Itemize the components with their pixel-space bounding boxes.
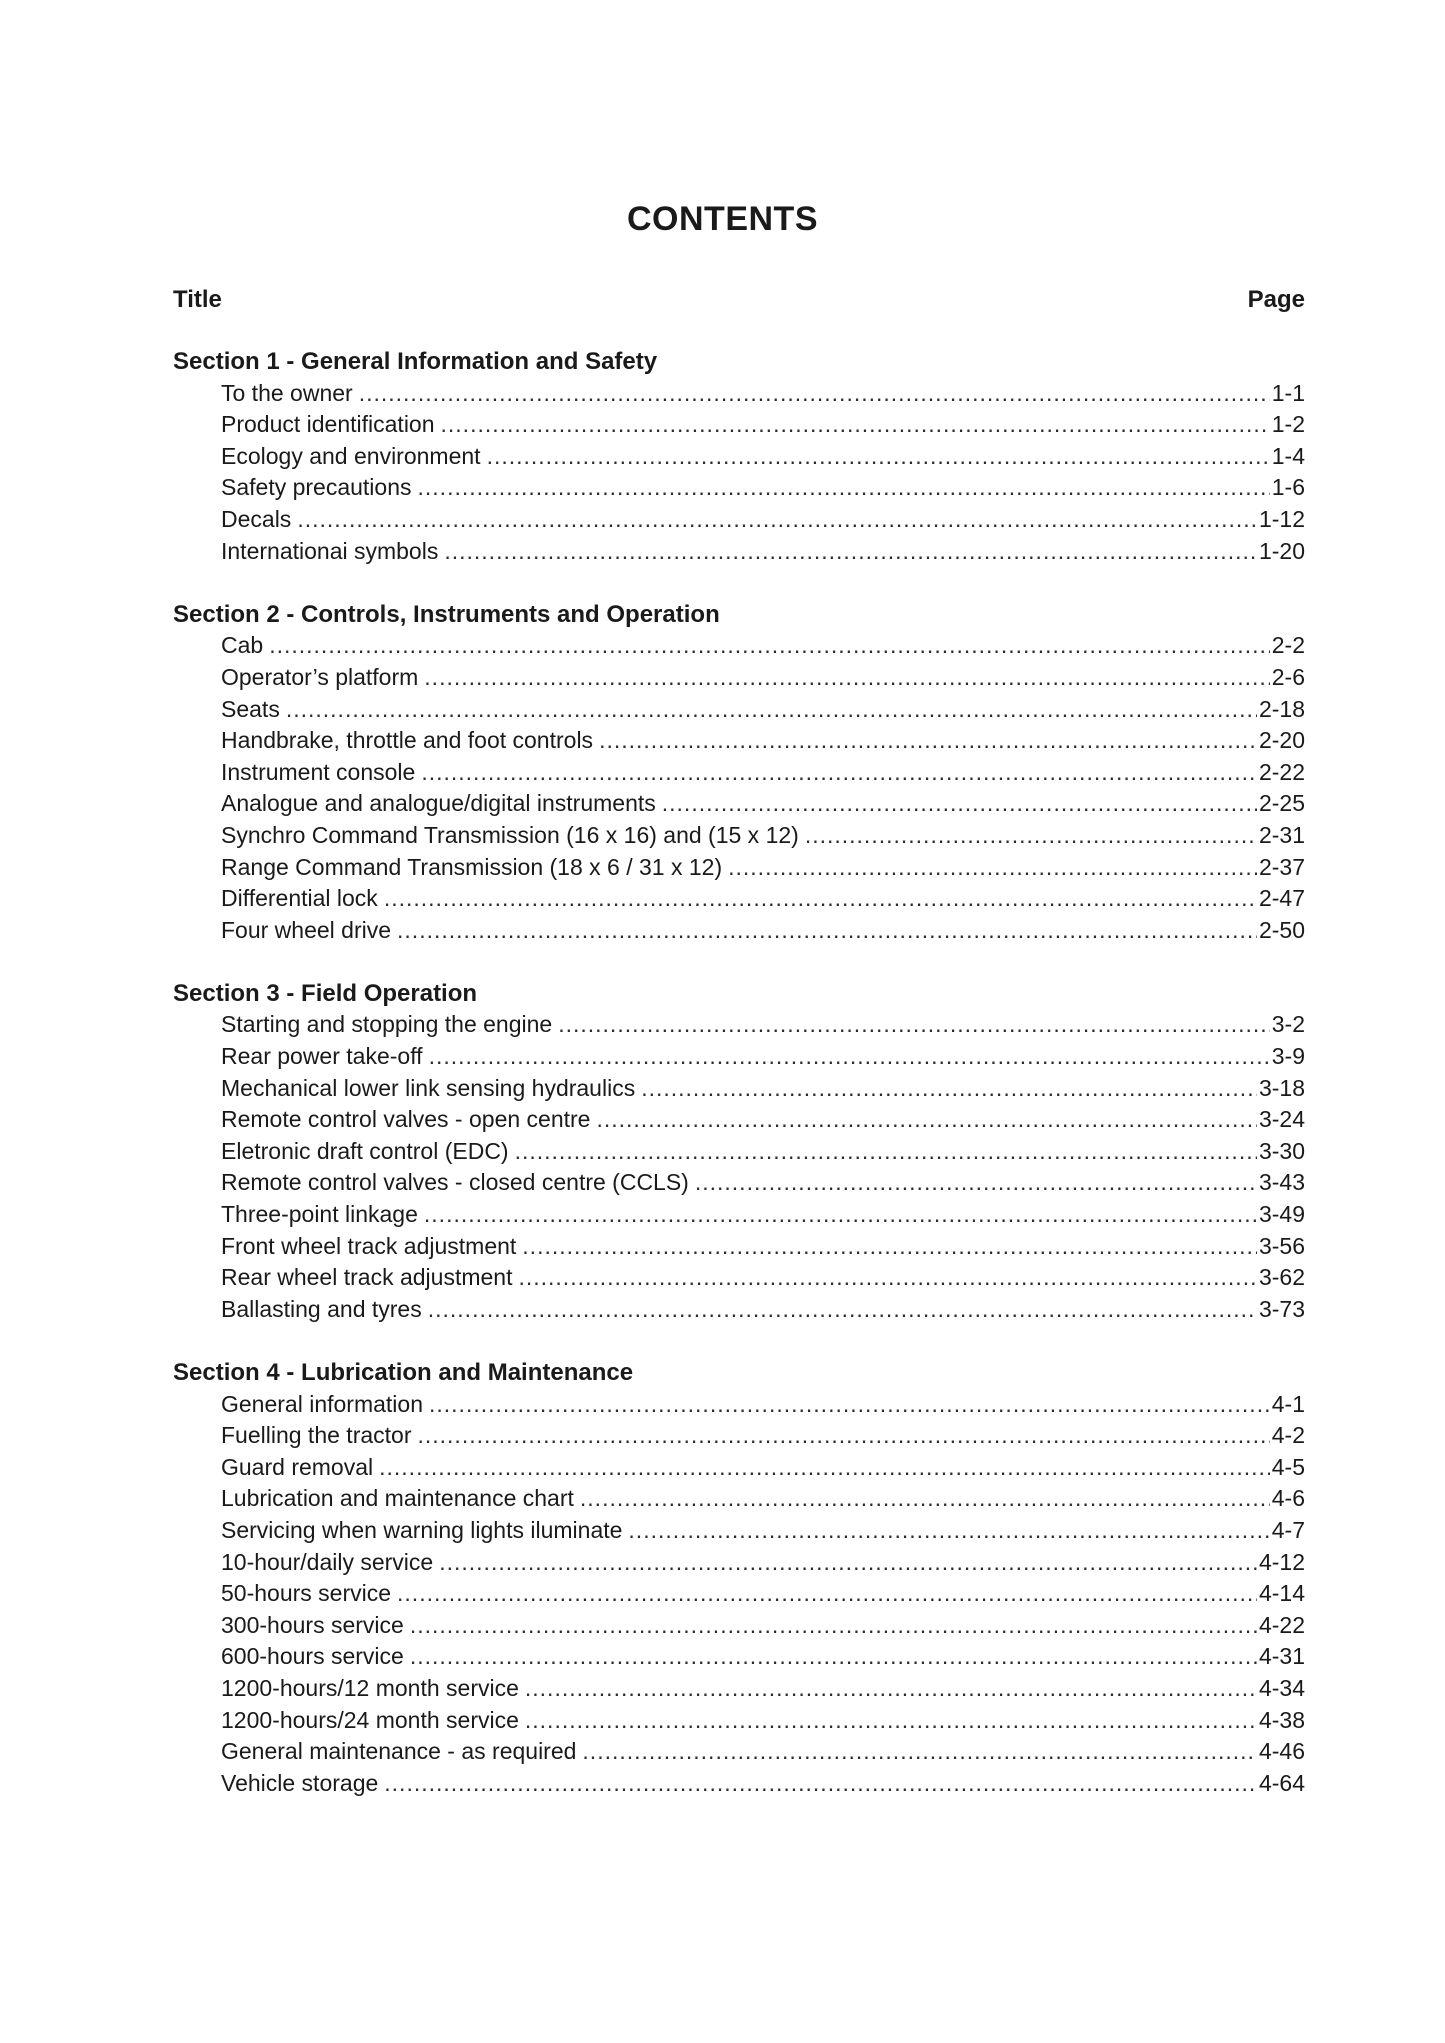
toc-entry xyxy=(173,1673,1305,1705)
toc-entry xyxy=(173,630,1305,662)
toc-entry xyxy=(173,1294,1305,1326)
toc-entry-page: 1-2 xyxy=(1271,411,1305,438)
dot-leader xyxy=(269,630,1270,662)
toc-entry-page: 3-30 xyxy=(1258,1137,1305,1164)
toc-entry-label: Remote control valves - closed centre (CCLS) xyxy=(221,1169,689,1196)
dot-leader xyxy=(805,820,1257,852)
toc-entry-page: 4-34 xyxy=(1258,1674,1305,1701)
toc-entry xyxy=(173,1641,1305,1673)
toc-entry-page: 2-47 xyxy=(1258,885,1305,912)
dot-leader xyxy=(439,1547,1257,1579)
toc-entry xyxy=(173,1073,1305,1105)
dot-leader xyxy=(417,1420,1269,1452)
toc-entry-label: 10-hour/daily service xyxy=(221,1548,434,1575)
toc-entry xyxy=(173,1736,1305,1768)
dot-leader xyxy=(384,1768,1257,1800)
dot-leader xyxy=(418,472,1270,504)
column-headers xyxy=(173,286,1305,320)
toc-entry-label: Seats xyxy=(221,695,280,722)
toc-entry-page: 4-2 xyxy=(1271,1422,1305,1449)
toc-section xyxy=(173,1357,1305,1799)
toc-entry xyxy=(173,788,1305,820)
toc-entry-page: 4-5 xyxy=(1271,1453,1305,1480)
toc-entry-page: 2-25 xyxy=(1258,790,1305,817)
section-heading: Section 3 - Field Operation xyxy=(173,979,478,1007)
table-of-contents xyxy=(173,346,1305,1831)
toc-entry xyxy=(173,1262,1305,1294)
toc-entry xyxy=(173,1199,1305,1231)
toc-entry-label: Product identification xyxy=(221,411,435,438)
dot-leader xyxy=(596,1104,1256,1136)
toc-entry-page: 1-6 xyxy=(1271,474,1305,501)
toc-entry xyxy=(173,1578,1305,1610)
toc-entry-page: 2-6 xyxy=(1271,663,1305,690)
toc-entry-page: 4-22 xyxy=(1258,1611,1305,1638)
toc-section xyxy=(173,978,1305,1326)
toc-entry-label: Servicing when warning lights iluminate xyxy=(221,1516,623,1543)
dot-leader xyxy=(525,1673,1257,1705)
toc-entry xyxy=(173,1389,1305,1421)
toc-entry-label: General information xyxy=(221,1390,423,1417)
dot-leader xyxy=(410,1610,1257,1642)
toc-entry xyxy=(173,820,1305,852)
toc-entry xyxy=(173,694,1305,726)
dot-leader xyxy=(518,1262,1256,1294)
toc-entry xyxy=(173,1705,1305,1737)
toc-entry-label: Instrument console xyxy=(221,758,416,785)
toc-entry-page: 4-1 xyxy=(1271,1390,1305,1417)
toc-entry xyxy=(173,662,1305,694)
toc-entry-page: 4-14 xyxy=(1258,1580,1305,1607)
dot-leader xyxy=(379,1452,1270,1484)
dot-leader xyxy=(558,1009,1270,1041)
toc-entry-label: Three-point linkage xyxy=(221,1201,418,1228)
dot-leader xyxy=(628,1515,1269,1547)
toc-entry xyxy=(173,883,1305,915)
dot-leader xyxy=(424,662,1269,694)
dot-leader xyxy=(421,757,1257,789)
toc-entry-page: 4-7 xyxy=(1271,1516,1305,1543)
toc-entry-label: 50-hours service xyxy=(221,1580,392,1607)
toc-entry-page: 4-46 xyxy=(1258,1738,1305,1765)
toc-entry-page: 1-12 xyxy=(1258,505,1305,532)
toc-entry-page: 4-6 xyxy=(1271,1485,1305,1512)
toc-entry-label: Cab xyxy=(221,632,264,659)
dot-leader xyxy=(297,504,1257,536)
dot-leader xyxy=(429,1389,1270,1421)
page-title: CONTENTS xyxy=(627,200,818,238)
toc-entry-label: Differential lock xyxy=(221,885,378,912)
toc-entry-page: 2-31 xyxy=(1258,821,1305,848)
dot-leader xyxy=(515,1136,1257,1168)
toc-section xyxy=(173,599,1305,947)
dot-leader xyxy=(444,536,1257,568)
toc-entry-label: Starting and stopping the engine xyxy=(221,1011,553,1038)
toc-entry-page: 2-50 xyxy=(1258,916,1305,943)
toc-entry xyxy=(173,1768,1305,1800)
dot-leader xyxy=(359,378,1270,410)
toc-entry-label: 1200-hours/12 month service xyxy=(221,1674,519,1701)
dot-leader xyxy=(599,725,1257,757)
toc-entry-label: To the owner xyxy=(221,379,353,406)
toc-entry xyxy=(173,1009,1305,1041)
toc-entry xyxy=(173,378,1305,410)
toc-entry xyxy=(173,1136,1305,1168)
toc-entry-label: Eletronic draft control (EDC) xyxy=(221,1137,509,1164)
dot-leader xyxy=(410,1641,1257,1673)
dot-leader xyxy=(695,1167,1257,1199)
toc-entry-label: Rear power take-off xyxy=(221,1043,423,1070)
toc-entry-label: Operator’s platform xyxy=(221,663,419,690)
toc-entry xyxy=(173,1547,1305,1579)
toc-entry-page: 3-18 xyxy=(1258,1074,1305,1101)
dot-leader xyxy=(662,788,1257,820)
dot-leader xyxy=(424,1199,1257,1231)
toc-entry-label: Rear wheel track adjustment xyxy=(221,1264,513,1291)
toc-entry-label: Range Command Transmission (18 x 6 / 31 x 12) xyxy=(221,853,723,880)
dot-leader xyxy=(384,883,1257,915)
toc-entry-page: 3-24 xyxy=(1258,1106,1305,1133)
toc-entry-label: Fuelling the tractor xyxy=(221,1422,412,1449)
column-header-page: Page xyxy=(1247,286,1305,313)
toc-entry xyxy=(173,1515,1305,1547)
toc-entry-page: 3-43 xyxy=(1258,1169,1305,1196)
toc-entry xyxy=(173,852,1305,884)
toc-entry xyxy=(173,1420,1305,1452)
toc-entry-label: Analogue and analogue/digital instruments xyxy=(221,790,656,817)
toc-entry-page: 3-62 xyxy=(1258,1264,1305,1291)
toc-entry-label: Synchro Command Transmission (16 x 16) and (15 x 12) xyxy=(221,821,799,848)
toc-entry-page: 4-31 xyxy=(1258,1643,1305,1670)
toc-entry xyxy=(173,441,1305,473)
column-header-title: Title xyxy=(173,286,222,313)
toc-entry-label: Handbrake, throttle and foot controls xyxy=(221,727,594,754)
dot-leader xyxy=(397,1578,1257,1610)
toc-entry xyxy=(173,1167,1305,1199)
dot-leader xyxy=(429,1041,1270,1073)
dot-leader xyxy=(286,694,1257,726)
toc-entry-page: 4-12 xyxy=(1258,1548,1305,1575)
toc-entry-label: Guard removal xyxy=(221,1453,374,1480)
toc-entry xyxy=(173,1104,1305,1136)
toc-entry-label: Mechanical lower link sensing hydraulics xyxy=(221,1074,636,1101)
toc-entry xyxy=(173,1231,1305,1263)
toc-entry-label: Front wheel track adjustment xyxy=(221,1232,517,1259)
toc-entry xyxy=(173,409,1305,441)
toc-entry xyxy=(173,1483,1305,1515)
dot-leader xyxy=(580,1483,1270,1515)
section-heading: Section 2 - Controls, Instruments and Operation xyxy=(173,600,720,628)
dot-leader xyxy=(522,1231,1257,1263)
toc-entry-label: 600-hours service xyxy=(221,1643,404,1670)
toc-entry-page: 2-37 xyxy=(1258,853,1305,880)
toc-entry-page: 4-64 xyxy=(1258,1769,1305,1796)
toc-entry xyxy=(173,472,1305,504)
toc-entry-page: 4-38 xyxy=(1258,1706,1305,1733)
toc-entry xyxy=(173,725,1305,757)
section-heading: Section 4 - Lubrication and Maintenance xyxy=(173,1359,634,1386)
toc-entry-page: 3-2 xyxy=(1271,1011,1305,1038)
toc-entry-label: General maintenance - as required xyxy=(221,1738,577,1765)
toc-entry xyxy=(173,1610,1305,1642)
toc-entry-page: 2-22 xyxy=(1258,758,1305,785)
dot-leader xyxy=(397,915,1257,947)
section-heading: Section 1 - General Information and Safety xyxy=(173,348,658,375)
toc-entry-page: 2-18 xyxy=(1258,695,1305,722)
dot-leader xyxy=(582,1736,1257,1768)
toc-entry-page: 1-4 xyxy=(1271,442,1305,469)
toc-entry-page: 1-1 xyxy=(1271,379,1305,406)
toc-entry-label: Lubrication and maintenance chart xyxy=(221,1485,574,1512)
toc-entry-label: Ecology and environment xyxy=(221,442,481,469)
toc-entry-label: Decals xyxy=(221,505,292,532)
toc-entry-label: Safety precautions xyxy=(221,474,412,501)
toc-entry-label: Four wheel drive xyxy=(221,916,392,943)
dot-leader xyxy=(441,409,1270,441)
toc-entry-label: 300-hours service xyxy=(221,1611,404,1638)
dot-leader xyxy=(728,852,1257,884)
toc-entry-label: Ballasting and tyres xyxy=(221,1295,422,1322)
dot-leader xyxy=(487,441,1270,473)
toc-entry xyxy=(173,757,1305,789)
toc-entry-page: 3-9 xyxy=(1271,1043,1305,1070)
toc-entry-page: 3-56 xyxy=(1258,1232,1305,1259)
toc-section xyxy=(173,346,1305,567)
toc-entry-label: Remote control valves - open centre xyxy=(221,1106,591,1133)
toc-entry xyxy=(173,1452,1305,1484)
toc-entry xyxy=(173,915,1305,947)
toc-entry-page: 2-2 xyxy=(1271,632,1305,659)
toc-entry-label: Vehicle storage xyxy=(221,1769,379,1796)
toc-entry-page: 3-49 xyxy=(1258,1201,1305,1228)
toc-entry-label: Internationai symbols xyxy=(221,537,439,564)
toc-entry-page: 3-73 xyxy=(1258,1295,1305,1322)
dot-leader xyxy=(525,1705,1257,1737)
toc-entry-page: 2-20 xyxy=(1258,727,1305,754)
toc-entry xyxy=(173,504,1305,536)
toc-entry-page: 1-20 xyxy=(1258,537,1305,564)
dot-leader xyxy=(641,1073,1257,1105)
toc-entry xyxy=(173,1041,1305,1073)
toc-entry-label: 1200-hours/24 month service xyxy=(221,1706,519,1733)
toc-entry xyxy=(173,536,1305,568)
dot-leader xyxy=(428,1294,1257,1326)
